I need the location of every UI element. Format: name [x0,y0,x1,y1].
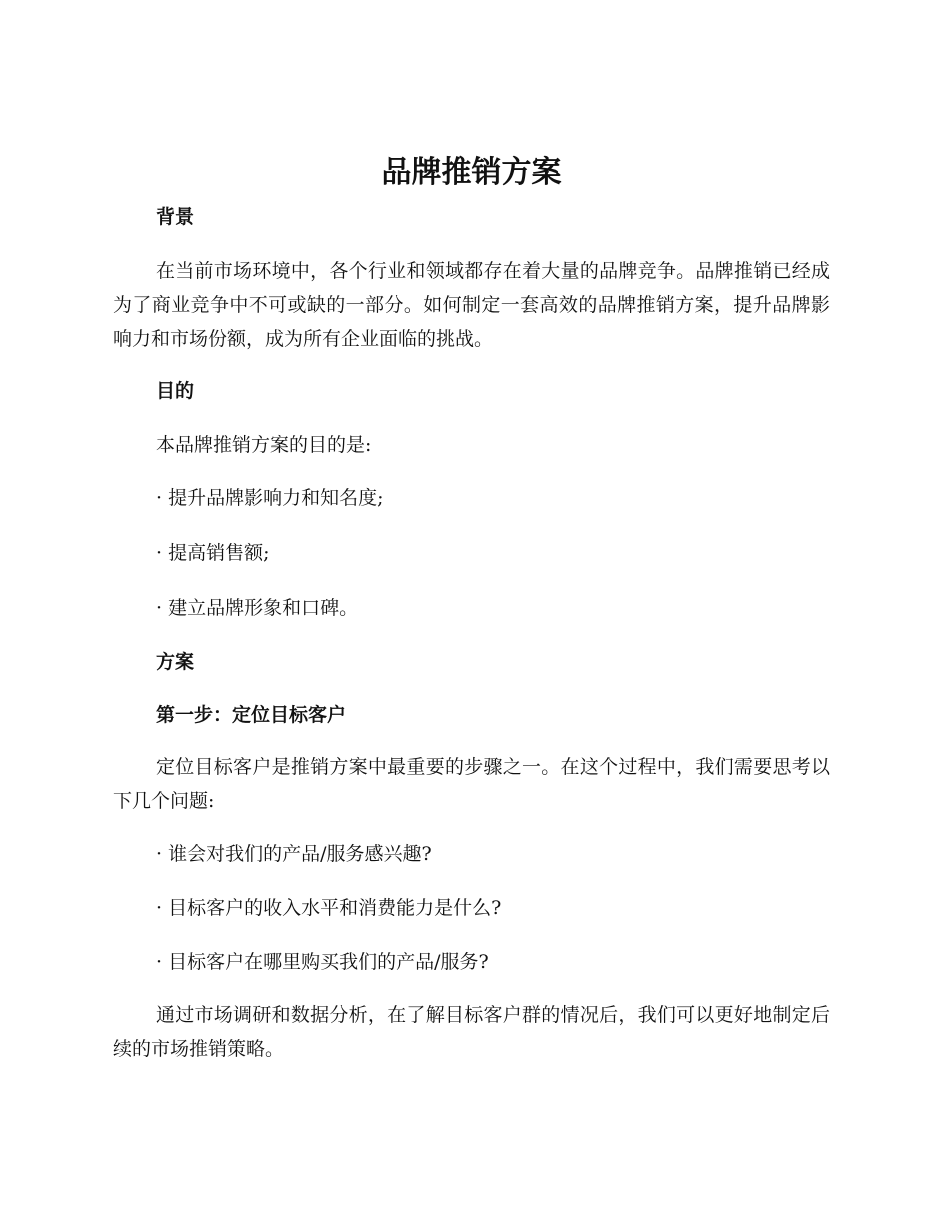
section-heading-purpose: 目的 [156,380,195,402]
background-paragraph: 在当前市场环境中，各个行业和领域都存在着大量的品牌竞争。品牌推销已经成为了商业竞争中不可或缺的一部分。如何制定一套高效的品牌推销方案，提升品牌影响力和市场份额，成为所有企业面临的挑战。 [113,260,830,350]
step1-list-item: · 目标客户在哪里购买我们的产品/服务? [156,951,489,973]
section-heading-background: 背景 [156,206,195,228]
step1-closing-paragraph: 通过市场调研和数据分析，在了解目标客户群的情况后，我们可以更好地制定后续的市场推销策略。 [113,1004,830,1060]
step1-list-item: · 目标客户的收入水平和消费能力是什么? [156,897,502,919]
purpose-list-item: · 提升品牌影响力和知名度; [156,487,384,509]
document-title: 品牌推销方案 [381,155,562,190]
step1-paragraph: 定位目标客户是推销方案中最重要的步骤之一。在这个过程中，我们需要思考以下几个问题: [113,756,830,812]
step1-heading: 第一步：定位目标客户 [156,704,347,726]
step1-list-item: · 谁会对我们的产品/服务感兴趣? [156,843,432,865]
purpose-intro: 本品牌推销方案的目的是: [156,434,372,456]
purpose-list-item: · 建立品牌形象和口碑。 [156,597,359,619]
section-heading-plan: 方案 [156,651,195,673]
purpose-list-item: · 提高销售额; [156,542,270,564]
document-content [113,150,830,1066]
